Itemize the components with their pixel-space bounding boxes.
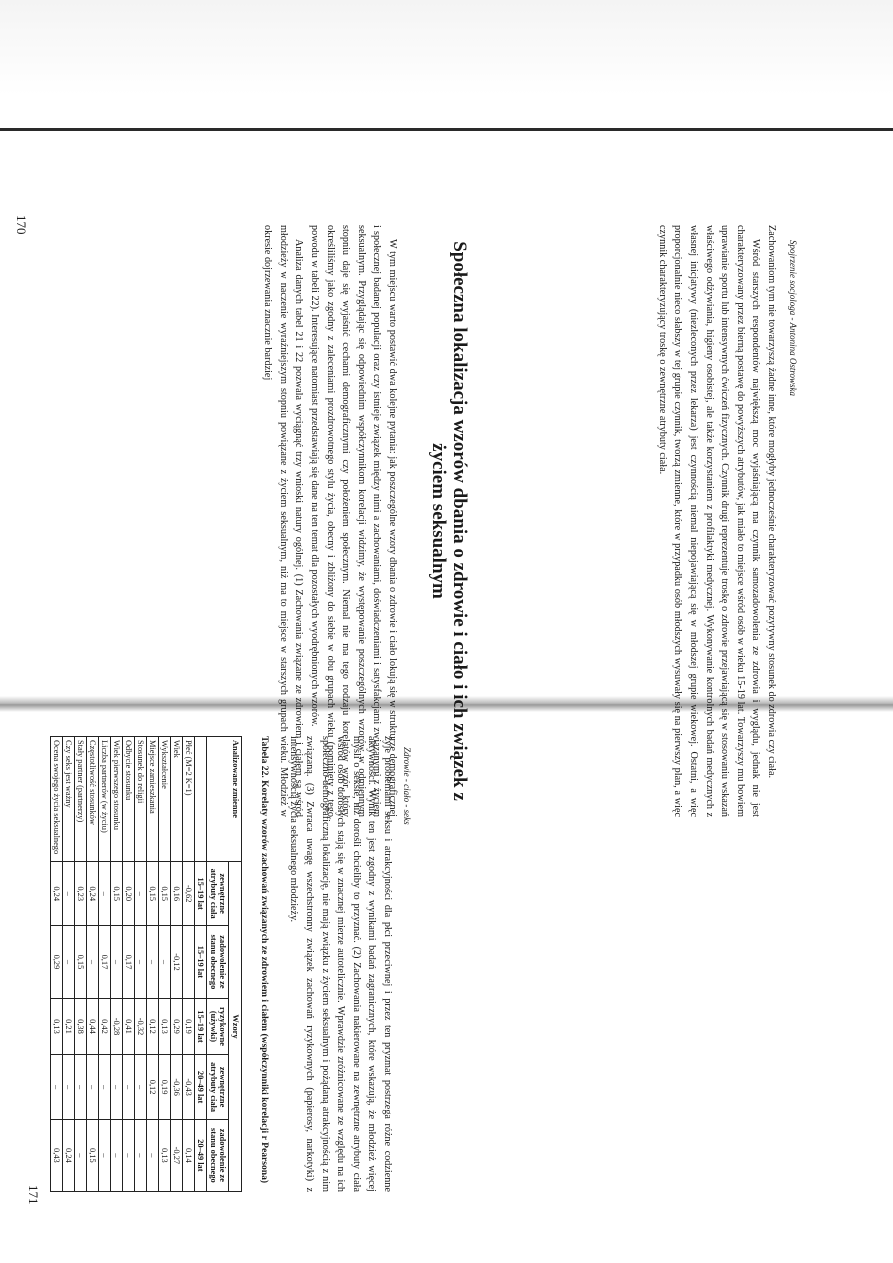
- table-cell: 0,42: [99, 998, 111, 1055]
- row-header: Analizowane zmienne: [207, 737, 242, 862]
- running-head-left: Spojrzenie socjologa - Antonina Ostrowska: [788, 240, 798, 396]
- table-cell: [183, 926, 195, 998]
- table-cell: –: [63, 1055, 75, 1119]
- table-cell: –: [135, 1055, 147, 1119]
- section-paragraph-1: W tym miejscu warto postawić dwa kolejne pytania: jak poszczególne wzory dbania o zdrowie i ciało lokują się w strukturze demograficznej i społecznej badanej populacji oraz czy istnieje związek między nimi a zachowaniami, doświadczeniami i satysfakcjami związanymi z życiem seksualnym. Przyglądając się odpowiednim współczynnikom korelacji widzimy, że występowanie poszczególnych wzorów w odmiennym stopniu daje się wyjaśnić cechami demograficznymi czy położeniem społecznym. Niemal nie ma tego rodzaju korelatów wzór, który określiliśmy jako zgodny z zaleceniami prozdrowotnego stylu życia, obecny i zbliżony do siebie w obu grupach wieku (pominięty z tego powodu w tabeli 22). Interesujące natomiast przedstawiają się dane na ten temat dla pozostałych wyodrębnionych wzorów.: [309, 225, 398, 817]
- top-paragraph: żyje problemami seksu i atrakcyjności dla płci przeciwnej i przez ten pryzmat postrzega różne codzienne aktywności. Wynik ten jest zgodny z wynikami badań zagranicznych, które wskazują, że młodzież więcej myśli o seksie, niż dorośli chcieliby to przyznać. (2) Zachowania nakierowane na zewnętrzne atrybuty ciała wśród osób dorosłych stają się w znacznej mierze autotelicznie. Wprawdzie zróżnicowane ze względu na ich społeczno-demograficzną lokalizację, nie mają związku z życiem seksualnym i pożądaną atrakcyjnością z nim związaną. (3) Zwraca uwagę wszechstronny związek zachowań ryzykownych (papierosy, narkotyki) z intensywnością życia seksualnego młodzieży.: [288, 736, 393, 1192]
- row-label: Liczba partnerów (w życiu): [99, 737, 111, 862]
- age-header: 15–19 lat: [195, 926, 208, 998]
- page-number-left: 170: [14, 215, 29, 235]
- table-cell: 0,44: [87, 998, 99, 1055]
- row-label: Stały partner (partnerzy): [75, 737, 87, 862]
- table-cell: –: [111, 1055, 123, 1119]
- table-row: [99, 737, 111, 1192]
- table-cell: 0,23: [75, 862, 87, 926]
- table-cell: 0,16: [171, 862, 183, 926]
- row-label: Częstotliwość stosunków: [87, 737, 99, 862]
- table-cell: 0,15: [75, 926, 87, 998]
- table-cell: -0,62: [183, 862, 195, 926]
- table-cell: –: [99, 1055, 111, 1119]
- table-cell: 0,20: [123, 862, 135, 926]
- table-cell: 0,38: [75, 998, 87, 1055]
- table-cell: 0,13: [159, 998, 171, 1055]
- table-cell: –: [147, 1119, 159, 1191]
- table-cell: –: [87, 926, 99, 998]
- table-cell: 0,17: [123, 926, 135, 998]
- table-cell: 0,24: [51, 862, 63, 926]
- table-cell: 0,41: [123, 998, 135, 1055]
- row-label: Miejsce zamieszkania: [147, 737, 159, 862]
- table-cell: –: [51, 1055, 63, 1119]
- table-row: [63, 737, 75, 1192]
- table-caption: Tabela 22. Korelaty wzorów zachowań związanych ze zdrowiem i ciałem (współczynniki korelacji r Pearsona): [259, 736, 270, 1184]
- table-cell: –: [123, 1055, 135, 1119]
- table-row: [135, 737, 147, 1192]
- table-cell: 0,19: [159, 1055, 171, 1119]
- table-cell: 0,15: [159, 862, 171, 926]
- table-cell: 0,12: [147, 998, 159, 1055]
- table-row: [147, 737, 159, 1192]
- table-cell: 0,15: [111, 862, 123, 926]
- column-header: zadowolenie ze stanu obecnego: [207, 926, 229, 998]
- table-cell: –: [63, 926, 75, 998]
- table-body: [51, 737, 195, 1192]
- table-cell: -0,28: [111, 998, 123, 1055]
- table-cell: -0,43: [183, 1055, 195, 1119]
- table-cell: –: [63, 862, 75, 926]
- table-cell: –: [135, 1119, 147, 1191]
- intro-paragraph-2: Wśród starszych respondentów największą moc wyjaśniającą ma czynnik samozadowolenia ze zdrowia i wyglądu, jednak nie jest charakteryzowany przez bierną postawę do powyższych atrybutów, jak miało to miejsce wśród osób w wieku 15-19 lat. Towarzyszy mu bowiem uprawianie sportu lub intensywnych ćwiczeń fizycznych. Czynnik drugi reprezentuje troskę o zdrowie przejawiającą się w stosowaniu wskazań właściwego odżywiania, higieny osobistej, ale także korzystaniem z profilaktyki medycznej. Wykonywanie kontrolnych badań medycznych z własnej inicjatywy (niezleconych przez lekarza) jest czynnością niemal niepojawiającą się w młodszej grupie wiekowej. Ostatni, a więc proporcjonalnie nieco słabszy w tej grupie czynnik, tworzą zmienne, które w przypadku osób młodszych wysuwały się na pierwszy plan, a więc czynnik charakteryzujący troskę o zewnętrzne atrybuty ciała.: [656, 225, 762, 817]
- table-cell: –: [111, 1119, 123, 1191]
- table-cell: –: [99, 1119, 111, 1191]
- table-cell: -0,12: [171, 926, 183, 998]
- table-row: [123, 737, 135, 1192]
- table-cell: -0,32: [135, 998, 147, 1055]
- running-head-right: Zdrowie - ciało - seks: [402, 747, 412, 825]
- section-paragraph-2: Analiza danych tabel 21 i 22 pozwala wyciągnąć trzy wnioski natury ogólnej. (1) Zachowania związane ze zdrowiem i ciałem są wśród młodzieży w naczenie wyraźniejszym stopniu powiązane z życiem seksualnym, niż ma to miejsce w starszych grupach wieku. Młodzież w okresie dojrzewania znacznie bardziej: [262, 225, 305, 817]
- row-label: Ocena swojego życia seksualnego: [51, 737, 63, 862]
- row-label: Wykształcenie: [159, 737, 171, 862]
- table-row: [159, 737, 171, 1192]
- table-cell: 0,19: [183, 998, 195, 1055]
- age-header: 20–49 lat: [195, 1055, 208, 1119]
- table-cell: –: [147, 926, 159, 998]
- section-title: Społeczna lokalizacja wzorów dbania o zdrowie i ciało i ich związek z życiem seksualnym: [428, 241, 470, 801]
- correlation-table: [50, 736, 242, 1192]
- table-cell: –: [111, 926, 123, 998]
- group-header: Wzory: [229, 862, 242, 1192]
- table-cell: –: [135, 926, 147, 998]
- table-cell: –: [123, 1119, 135, 1191]
- table-cell: –: [75, 1119, 87, 1191]
- table-cell: 0,12: [147, 1055, 159, 1119]
- table-cell: 0,15: [147, 862, 159, 926]
- column-header: zewnętrzne atrybuty ciała: [207, 1055, 229, 1119]
- age-header: 15–19 lat: [195, 862, 208, 926]
- table-cell: 0,13: [51, 998, 63, 1055]
- age-header: 15–19 lat: [195, 998, 208, 1055]
- table-cell: 0,21: [63, 998, 75, 1055]
- table-row: [51, 737, 63, 1192]
- column-header: zadowolenie ze stanu obecnego: [207, 1119, 229, 1191]
- table-cell: 0,29: [171, 998, 183, 1055]
- table-cell: -0,36: [171, 1055, 183, 1119]
- table-cell: 0,24: [63, 1119, 75, 1191]
- row-label: Wiek pierwszego stosunku: [111, 737, 123, 862]
- table-row: [75, 737, 87, 1192]
- table-cell: –: [159, 926, 171, 998]
- table-cell: 0,15: [87, 1119, 99, 1191]
- age-header-spacer: [195, 737, 208, 862]
- table-cell: 0,43: [51, 1119, 63, 1191]
- column-header: ryzykowne (używki): [207, 998, 229, 1055]
- row-label: Wiek: [171, 737, 183, 862]
- age-header: 20–49 lat: [195, 1119, 208, 1191]
- table-row: [87, 737, 99, 1192]
- table-cell: 0,29: [51, 926, 63, 998]
- table-cell: –: [135, 862, 147, 926]
- table-cell: 0,24: [87, 862, 99, 926]
- section-text: [260, 225, 400, 817]
- row-label: Płeć (M=2 K=1): [183, 737, 195, 862]
- table-row: [111, 737, 123, 1192]
- row-label: Stosunek do religii: [135, 737, 147, 862]
- column-header: zewnętrzne atrybuty ciała: [207, 862, 229, 926]
- table-cell: –: [99, 862, 111, 926]
- intro-paragraph-1: Zachowaniom tym nie towarzyszą żadne inne, które mogłyby jednocześnie charakteryzować pozytywny stosunek do zdrowia czy ciała.: [766, 225, 777, 779]
- table-cell: –: [75, 1055, 87, 1119]
- row-label: Odbycie stosunku: [123, 737, 135, 862]
- page-number-right: 171: [26, 1185, 41, 1205]
- table-row: [183, 737, 195, 1192]
- row-label: Czy seks jest ważny: [63, 737, 75, 862]
- table-cell: -0,27: [171, 1119, 183, 1191]
- table-cell: 0,14: [183, 1119, 195, 1191]
- table-row: [171, 737, 183, 1192]
- table-cell: 0,13: [159, 1119, 171, 1191]
- table-cell: 0,17: [99, 926, 111, 998]
- table-cell: –: [87, 1055, 99, 1119]
